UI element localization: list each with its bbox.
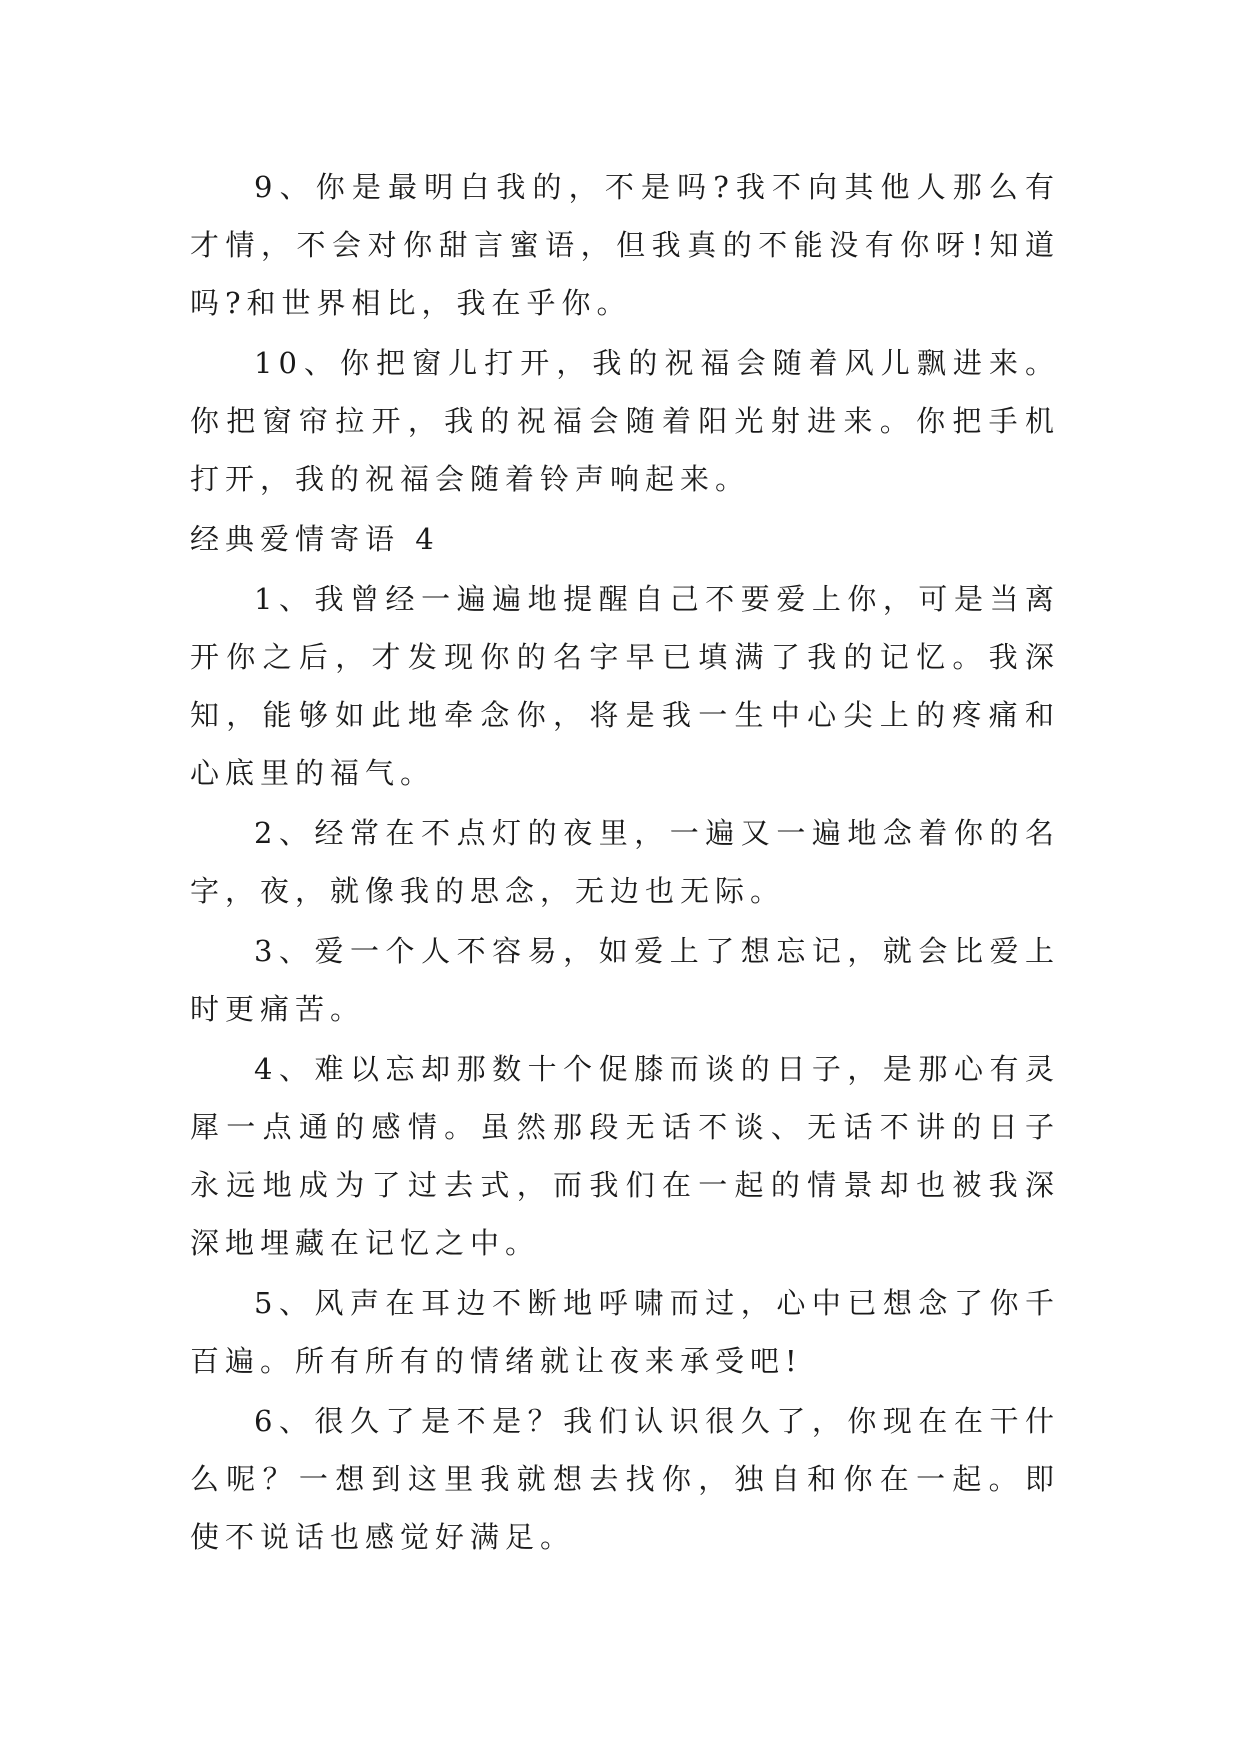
paragraph-item-1: 1、我曾经一遍遍地提醒自己不要爱上你，可是当离开你之后，才发现你的名字早已填满了我的记忆。我深知，能够如此地牵念你，将是我一生中心尖上的疼痛和心底里的福气。	[190, 582, 1060, 790]
paragraph-item-9: 9、你是最明白我的，不是吗?我不向其他人那么有才情，不会对你甜言蜜语，但我真的不能没有你呀!知道吗?和世界相比，我在乎你。	[190, 170, 1060, 320]
paragraph-item-3: 3、爱一个人不容易，如爱上了想忘记，就会比爱上时更痛苦。	[190, 934, 1060, 1026]
paragraph-item-6: 6、很久了是不是？我们认识很久了，你现在在干什么呢？一想到这里我就想去找你，独自和你在一起。即使不说话也感觉好满足。	[190, 1404, 1060, 1554]
paragraph-item-5: 5、风声在耳边不断地呼啸而过，心中已想念了你千百遍。所有所有的情绪就让夜来承受吧!	[190, 1286, 1060, 1378]
section-heading: 经典爱情寄语 4	[190, 522, 440, 556]
document-body	[190, 158, 1060, 1568]
paragraph-item-4: 4、难以忘却那数十个促膝而谈的日子，是那心有灵犀一点通的感情。虽然那段无话不谈、无话不讲的日子永远地成为了过去式，而我们在一起的情景却也被我深深地埋藏在记忆之中。	[190, 1052, 1060, 1260]
paragraph-item-2: 2、经常在不点灯的夜里，一遍又一遍地念着你的名字，夜，就像我的思念，无边也无际。	[190, 816, 1060, 908]
paragraph-item-10: 10、你把窗儿打开，我的祝福会随着风儿飘进来。你把窗帘拉开，我的祝福会随着阳光射进来。你把手机打开，我的祝福会随着铃声响起来。	[190, 346, 1060, 496]
